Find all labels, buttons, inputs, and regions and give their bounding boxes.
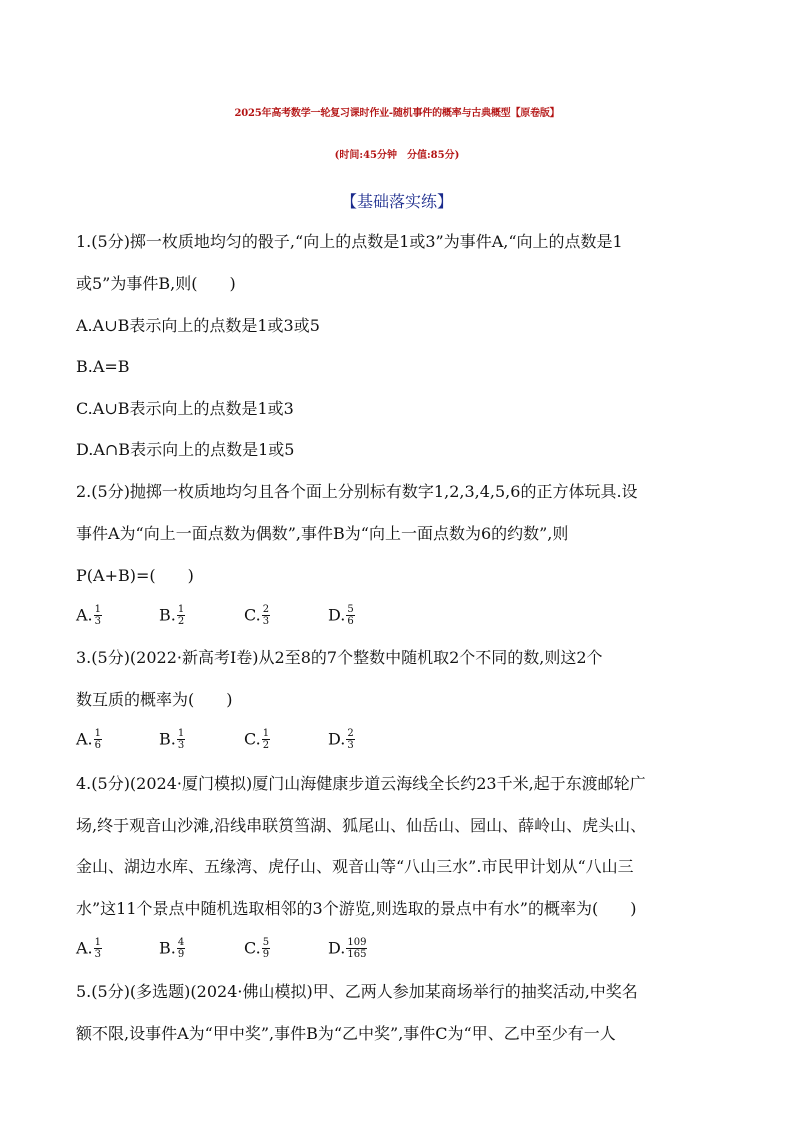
- q2-option-d: D. $\frac{5}{6}$: [328, 604, 354, 627]
- q4-option-b: B. $\frac{4}{9}$: [159, 937, 185, 960]
- q3-option-c: C. $\frac{1}{2}$: [244, 728, 270, 751]
- q3-option-d: D. $\frac{2}{3}$: [328, 728, 354, 751]
- q5-stem-line1: 5.(5分)(多选题)(2024·佛山模拟)甲、乙两人参加某商场举行的抽奖活动,中奖名: [76, 982, 638, 1001]
- q4-stem-line4: 水”这11个景点中随机选取相邻的3个游览,则选取的景点中有水”的概率为( ): [76, 899, 637, 918]
- q3-stem-line1: 3.(5分)(2022·新高考Ⅰ卷)从2至8的7个整数中随机取2个不同的数,则这2个: [76, 648, 603, 667]
- q3-option-b: B. $\frac{1}{3}$: [159, 728, 185, 751]
- q2-stem-line2: 事件A为“向上一面点数为偶数”,事件B为“向上一面点数为6的约数”,则: [76, 524, 569, 543]
- q1-option-d: D.A∩B表示向上的点数是1或5: [76, 440, 295, 459]
- q2-option-b: B. $\frac{1}{2}$: [159, 604, 185, 627]
- q5-stem-line2: 额不限,设事件A为“甲中奖”,事件B为“乙中奖”,事件C为“甲、乙中至少有一人: [76, 1024, 616, 1043]
- q4-stem-line1: 4.(5分)(2024·厦门模拟)厦门山海健康步道云海线全长约23千米,起于东渡邮轮广: [76, 774, 646, 793]
- q4-option-d: D. $\frac{109}{165}$: [328, 937, 367, 960]
- q1-stem-line1: 1.(5分)掷一枚质地均匀的骰子,“向上的点数是1或3”为事件A,“向上的点数是1: [76, 232, 623, 251]
- section-heading: 【基础落实练】: [340, 192, 453, 211]
- q4-option-c: C. $\frac{5}{9}$: [244, 937, 270, 960]
- q4-stem-line3: 金山、湖边水库、五缘湾、虎仔山、观音山等“八山三水”.市民甲计划从“八山三: [76, 857, 634, 876]
- q1-option-c: C.A∪B表示向上的点数是1或3: [76, 399, 294, 418]
- q2-option-a: A. $\frac{1}{3}$: [76, 604, 102, 627]
- q3-option-a: A. $\frac{1}{6}$: [76, 728, 102, 751]
- q4-stem-line2: 场,终于观音山沙滩,沿线串联筼筜湖、狐尾山、仙岳山、园山、薛岭山、虎头山、: [76, 816, 647, 835]
- q3-stem-line2: 数互质的概率为( ): [76, 690, 233, 709]
- q1-option-b: B.A=B: [76, 357, 130, 376]
- q2-stem-line3: P(A+B)=( ): [76, 566, 194, 585]
- q2-option-c: C. $\frac{2}{3}$: [244, 604, 270, 627]
- document-subtitle: (时间:45分钟 分值:85分): [334, 150, 460, 161]
- q1-stem-line2: 或5”为事件B,则( ): [76, 274, 236, 293]
- q2-stem-line1: 2.(5分)抛掷一枚质地均匀且各个面上分别标有数字1,2,3,4,5,6的正方体玩具.设: [76, 482, 638, 501]
- q4-option-a: A. $\frac{1}{3}$: [76, 937, 102, 960]
- q1-option-a: A.A∪B表示向上的点数是1或3或5: [76, 316, 320, 335]
- document-title: 2025年高考数学一轮复习课时作业-随机事件的概率与古典概型【原卷版】: [234, 108, 560, 119]
